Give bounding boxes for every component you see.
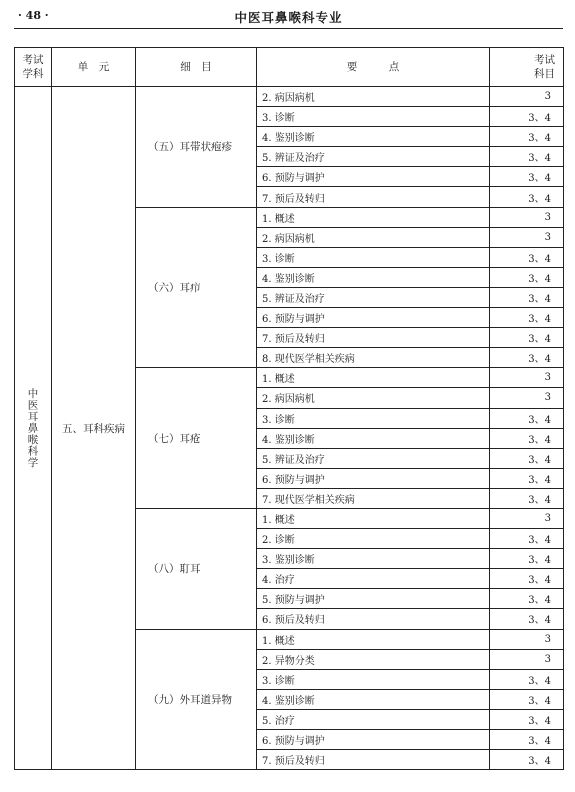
detail-cell: （六）耳疖	[136, 207, 257, 368]
exam-code-cell: 3、4	[490, 428, 564, 448]
column-header-unit: 单 元	[52, 48, 136, 87]
point-cell: 2. 病因病机	[257, 388, 490, 408]
point-cell: 3. 诊断	[257, 408, 490, 428]
exam-code-cell: 3、4	[490, 730, 564, 750]
point-cell: 6. 预防与调护	[257, 167, 490, 187]
exam-code-cell: 3、4	[490, 529, 564, 549]
exam-code-cell: 3、4	[490, 750, 564, 770]
curriculum-table	[14, 47, 564, 770]
column-header-exam	[490, 48, 564, 87]
table-row	[15, 87, 564, 107]
point-cell: 6. 预防与调护	[257, 468, 490, 488]
point-cell: 4. 鉴别诊断	[257, 127, 490, 147]
exam-code-cell: 3、4	[490, 167, 564, 187]
exam-code-cell: 3、4	[490, 589, 564, 609]
point-cell: 2. 病因病机	[257, 227, 490, 247]
exam-code-cell: 3、4	[490, 107, 564, 127]
point-cell: 4. 鉴别诊断	[257, 689, 490, 709]
exam-code-cell: 3、4	[490, 468, 564, 488]
column-header-detail: 细 目	[136, 48, 257, 87]
detail-cell: （八）耵耳	[136, 508, 257, 629]
table-body	[15, 87, 564, 770]
point-cell: 4. 鉴别诊断	[257, 428, 490, 448]
exam-code-cell: 3	[490, 388, 564, 408]
point-cell: 7. 预后及转归	[257, 187, 490, 207]
point-cell: 5. 辨证及治疗	[257, 147, 490, 167]
exam-code-cell: 3、4	[490, 147, 564, 167]
page-number: · 48 ·	[18, 9, 49, 22]
exam-code-cell: 3、4	[490, 187, 564, 207]
exam-code-cell: 3	[490, 227, 564, 247]
point-cell: 5. 辨证及治疗	[257, 448, 490, 468]
exam-code-cell: 3、4	[490, 669, 564, 689]
column-header-subject-line2: 学科	[22, 68, 44, 80]
point-cell: 1. 概述	[257, 629, 490, 649]
point-cell: 1. 概述	[257, 207, 490, 227]
exam-code-cell: 3、4	[490, 287, 564, 307]
exam-code-cell: 3、4	[490, 348, 564, 368]
point-cell: 7. 现代医学相关疾病	[257, 488, 490, 508]
point-cell: 5. 治疗	[257, 709, 490, 729]
point-cell: 4. 治疗	[257, 569, 490, 589]
exam-code-cell: 3	[490, 649, 564, 669]
exam-code-cell: 3、4	[490, 689, 564, 709]
point-cell: 8. 现代医学相关疾病	[257, 348, 490, 368]
point-cell: 3. 诊断	[257, 669, 490, 689]
detail-cell: （五）耳带状疱疹	[136, 87, 257, 208]
point-cell: 4. 鉴别诊断	[257, 267, 490, 287]
exam-code-cell: 3、4	[490, 408, 564, 428]
exam-code-cell: 3、4	[490, 709, 564, 729]
exam-code-cell: 3、4	[490, 549, 564, 569]
page-header	[14, 6, 563, 29]
exam-code-cell: 3	[490, 207, 564, 227]
point-cell: 2. 异物分类	[257, 649, 490, 669]
exam-code-cell: 3	[490, 508, 564, 528]
running-title: 中医耳鼻喉科专业	[234, 10, 343, 25]
exam-code-cell: 3、4	[490, 448, 564, 468]
point-cell: 5. 辨证及治疗	[257, 287, 490, 307]
subject-cell	[15, 87, 52, 770]
point-cell: 7. 预后及转归	[257, 328, 490, 348]
exam-code-cell: 3、4	[490, 127, 564, 147]
point-cell: 3. 诊断	[257, 247, 490, 267]
exam-code-cell: 3、4	[490, 308, 564, 328]
point-cell: 7. 预后及转归	[257, 750, 490, 770]
point-cell: 6. 预防与调护	[257, 308, 490, 328]
table-header-row	[15, 48, 564, 87]
point-cell: 5. 预防与调护	[257, 589, 490, 609]
point-cell: 3. 诊断	[257, 107, 490, 127]
detail-cell: （七）耳疮	[136, 368, 257, 509]
subject-label: 中医耳鼻喉科学	[26, 387, 39, 469]
column-header-points: 要 点	[257, 48, 490, 87]
exam-code-cell: 3、4	[490, 488, 564, 508]
exam-code-cell: 3、4	[490, 247, 564, 267]
exam-code-cell: 3	[490, 629, 564, 649]
detail-cell: （九）外耳道异物	[136, 629, 257, 770]
exam-code-cell: 3、4	[490, 569, 564, 589]
exam-code-cell: 3、4	[490, 267, 564, 287]
point-cell: 2. 病因病机	[257, 87, 490, 107]
column-header-subject	[15, 48, 52, 87]
point-cell: 6. 预防与调护	[257, 730, 490, 750]
point-cell: 6. 预后及转归	[257, 609, 490, 629]
point-cell: 2. 诊断	[257, 529, 490, 549]
point-cell: 1. 概述	[257, 508, 490, 528]
column-header-exam-line2: 科目	[534, 68, 555, 80]
point-cell: 3. 鉴别诊断	[257, 549, 490, 569]
exam-code-cell: 3	[490, 87, 564, 107]
unit-cell: 五、耳科疾病	[52, 87, 136, 770]
column-header-exam-line1: 考试	[534, 54, 555, 66]
exam-code-cell: 3	[490, 368, 564, 388]
exam-code-cell: 3、4	[490, 609, 564, 629]
point-cell: 1. 概述	[257, 368, 490, 388]
column-header-subject-line1: 考试	[22, 54, 44, 66]
exam-code-cell: 3、4	[490, 328, 564, 348]
